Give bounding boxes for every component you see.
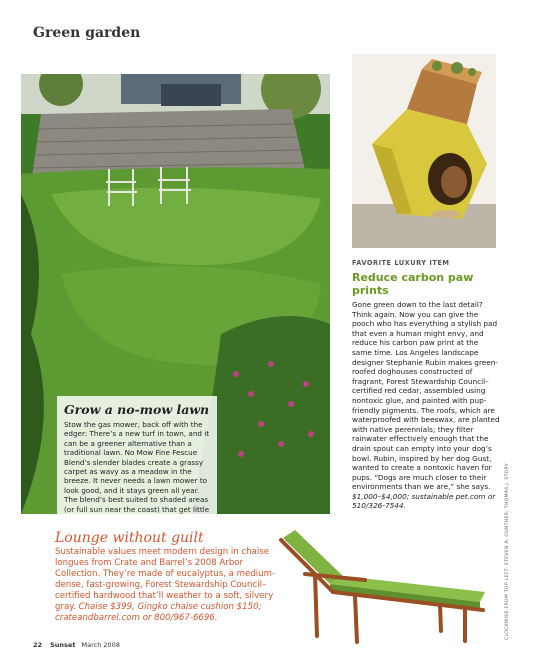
issue-date: March 2008 <box>81 641 120 649</box>
lawn-feature-box <box>57 396 217 514</box>
doghouse-body-text: Gone green down to the last detail? Think again. Now you can give the pooch who has everything a stylish pad that even a human might envy, and reduce his carbon paw print at the same time. Los Angeles landscape designer Stephanie Rubin makes green-roofed doghouses constructed of fragrant, Forest Stewardship Council–certified red cedar, assembled using nontoxic glue, and painted with pup-friendly pigments. The roofs, which are waterproofed with beeswax, are planted with native perennials; they filter rainwater effectively enough that the drain spout can empty into your dog’s bowl. Rubin, inspired by her dog Gust, wanted to create a nontoxic haven for pups. “Dogs are much closer to their environments than we are,” she says. <box>352 300 500 492</box>
photo-credit: CLOCKWISE FROM TOP LEFT: STEVEN A. GUNTHER; THOMAS J. STORY <box>505 463 510 640</box>
doghouse-photo <box>352 54 496 248</box>
doghouse-article <box>352 259 500 511</box>
page-folio <box>33 641 120 649</box>
doghouse-kicker: FAVORITE LUXURY ITEM <box>352 259 450 267</box>
lounge-title: Lounge without guilt <box>55 530 204 546</box>
doghouse-headline: Reduce carbon paw prints <box>352 271 474 297</box>
section-title: Green garden <box>33 25 141 41</box>
magazine-name: Sunset <box>50 641 76 649</box>
garden-photo <box>21 74 330 514</box>
lawn-body-text: Stow the gas mower, back off with the edger: There’s a new turf in town, and it can be a greener alternative than a traditional lawn. No Mow Fine Fescue Blend’s slender blades create a grassy carpet as wavy as a meadow in the breeze. It never needs a lawn mower to look good, and it stays green all year. The blend’s best suited to shaded areas (or full sun near the coast) that get little <box>64 420 210 514</box>
page-number: 22 <box>33 641 43 649</box>
lounge-body-text: Sustainable values meet modern design in chaise longues from Crate and Barrel’s 2008 Arbor Collection. They’re made of eucalyptus, a medium-dense, fast-growing, Forest Stewardship Council–certified hardwood that’ll weather to a soft, silvery gray. <box>55 547 276 612</box>
chaise-longue-image <box>275 526 489 648</box>
doghouse-body <box>352 300 500 511</box>
doghouse-photo-image <box>352 54 496 248</box>
doghouse-details: $1,000–$4,000; sustainable pet.com or 510/326-7544. <box>352 491 496 511</box>
lounge-body <box>55 547 285 624</box>
chaise-longue-photo <box>275 526 489 648</box>
lawn-title: Grow a no-mow lawn <box>64 402 210 417</box>
lounge-details: Chaise $399, Gingko chaise cushion $150; crateandbarrel.com or 800/967-6696. <box>55 602 262 623</box>
lawn-body <box>64 420 210 514</box>
